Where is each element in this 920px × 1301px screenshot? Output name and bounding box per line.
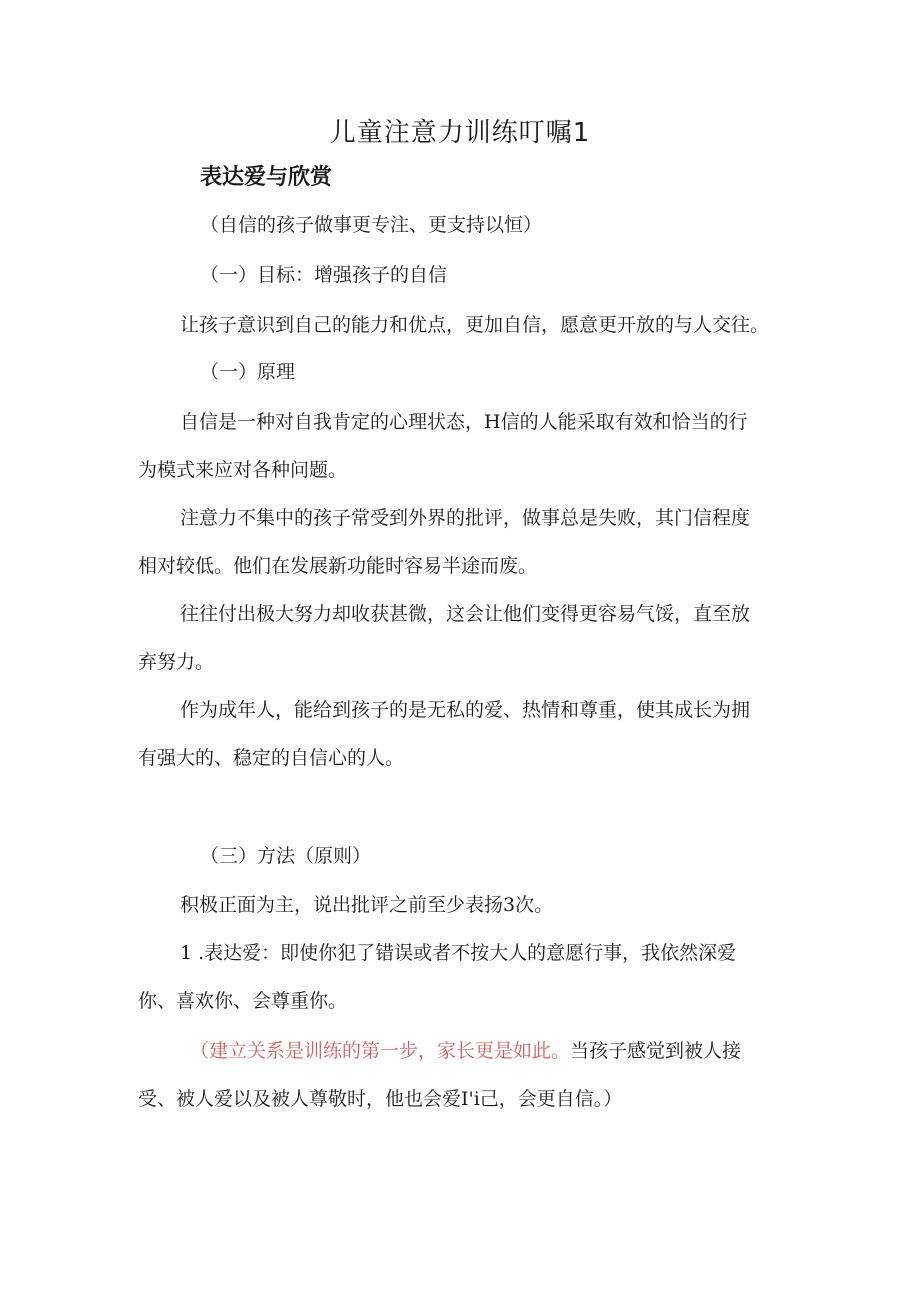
note2-black-text: 当孩子感觉到被人接 bbox=[570, 1040, 742, 1062]
para1-line1: 自信是一种对自我肯定的心理状态，H信的人能采取有效和恰当的行 bbox=[180, 411, 748, 433]
section1-heading: （一）目标：增强孩子的自信 bbox=[200, 264, 448, 286]
document-subtitle: 表达爱与欣赏 bbox=[200, 165, 333, 190]
para3-line1: 往往付出极大努力却收获甚微，这会让他们变得更容易气馁，直至放 bbox=[180, 603, 751, 625]
section2-heading: （一）原理 bbox=[200, 361, 296, 383]
note2-line2: 受、被人爱以及被人尊敬时，他也会爱I'i己，会更自信。） bbox=[138, 1088, 623, 1110]
document-title: 儿童注意力训练叮嘱1 bbox=[329, 118, 591, 148]
para3-line2: 弃努力。 bbox=[138, 651, 215, 673]
section1-body: 让孩子意识到自己的能力和优点，更加自信，愿意更开放的与人交往。 bbox=[180, 314, 770, 336]
para2-line1: 注意力不集中的孩子常受到外界的批评，做事总是失败，其门信程度 bbox=[180, 507, 751, 529]
note2-line1 bbox=[190, 1038, 741, 1064]
para4-line2: 有强大的、稳定的自信心的人。 bbox=[138, 747, 405, 769]
para1-line2: 为模式来应对各种问题。 bbox=[138, 459, 348, 481]
item1-line1: 1 .表达爱：即使你犯了错误或者不按大人的意愿行事，我依然深爱 bbox=[180, 942, 737, 964]
section3-body: 积极正面为主，说出批评之前至少表扬3次。 bbox=[180, 894, 554, 916]
item1-line2: 你、喜欢你、会尊重你。 bbox=[138, 990, 348, 1012]
para2-line2: 相对较低。他们在发展新功能时容易半途而废。 bbox=[138, 555, 538, 577]
section3-heading: （三）方法（原则） bbox=[200, 845, 372, 867]
note2-red-text: （建立关系是训练的第一步，家长更是如此。 bbox=[190, 1040, 571, 1062]
intro-note: （自信的孩子做事更专注、更支持以恒） bbox=[200, 214, 543, 236]
para4-line1: 作为成年人，能给到孩子的是无私的爱、热情和尊重，使其成长为拥 bbox=[180, 699, 751, 721]
